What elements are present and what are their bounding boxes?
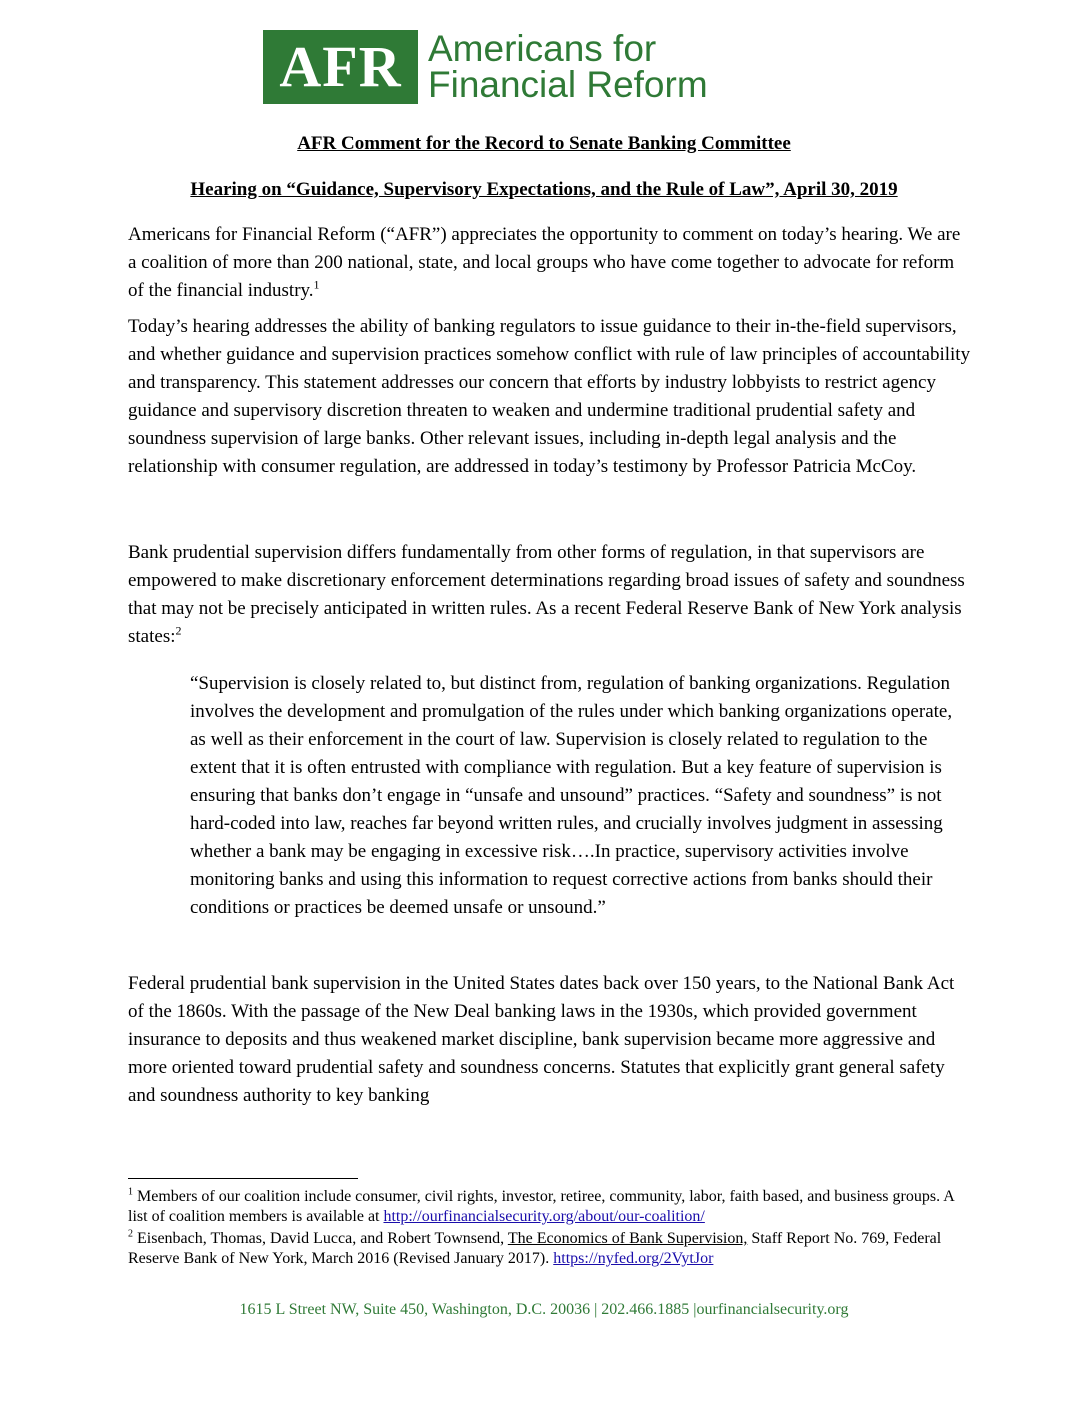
footnote-1-text: Members of our coalition include consumer, civil rights, investor, retiree, community, labor, faith based, and business groups. A list of coalition members is available at [128,1188,954,1225]
footnote-1-link[interactable]: http://ourfinancialsecurity.org/about/our-coalition/ [383,1208,705,1225]
footer-website[interactable]: ourfinancialsecurity.org [696,1301,849,1318]
footnote-2-authors: Eisenbach, Thomas, David Lucca, and Robert Townsend, [137,1230,505,1247]
footnote-1-mark: 1 [128,1186,133,1198]
footnote-2-mark: 2 [128,1228,133,1240]
footer-separator-2: | [693,1301,697,1318]
footnote-2-title: The Economics of Bank Supervision, [507,1230,748,1247]
paragraph-history: Federal prudential bank supervision in the United States dates back over 150 years, to the National Bank Act of the 1860s. With the passage of the New Deal banking laws in the 1930s, which provided government insurance to deposits and thus weakened market discipline, bank supervision became more aggressive and more oriented toward prudential safety and soundness concerns. Statutes that explicitly grant general safety and soundness authority to key banking [128,973,955,1106]
paragraph-intro [128,221,973,305]
footnote-ref-1[interactable]: 1 [313,277,320,292]
footnote-separator [128,1178,358,1179]
footer-address: 1615 L Street NW, Suite 450, Washington, D.C. 20036 [239,1301,591,1318]
footnote-2-rest: Staff Report No. 769, Federal Reserve Bank of New York, March 2016 (Revised January 2017). [128,1230,942,1267]
block-quote: “Supervision is closely related to, but distinct from, regulation of banking organizations. Regulation involves the development and promulgation of the rules under which banking organizations operate, as well as their enforcement in the court of law. Supervision is closely related to regulation to the extent that it is often entrusted with compliance with regulation. But a key feature of supervision is ensuring that banks don’t engage in “unsafe and unsound” practices. “Safety and soundness” is not hard-coded into law, reaches far beyond written rules, and crucially involves judgment in assessing whether a bank may be engaging in excessive risk….In practice, supervisory activities involve monitoring banks and using this information to request corrective actions from banks should their conditions or practices be deemed unsafe or unsound.” [190,673,953,918]
footnote-2-link[interactable]: https://nyfed.org/2VytJor [553,1250,714,1267]
document-subtitle: Hearing on “Guidance, Supervisory Expectations, and the Rule of Law”, April 30, 2019 [190,179,898,200]
paragraph-hearing: Today’s hearing addresses the ability of banking regulators to issue guidance to their in-the-field supervisors, and whether guidance and supervision practices somehow conflict with rule of law principles of accountability and transparency. This statement addresses our concern that efforts by industry lobbyists to restrict agency guidance and supervisory discretion threaten to weaken and undermine traditional prudential safety and soundness supervision of large banks. Other relevant issues, including in-depth legal analysis and the relationship with consumer regulation, are addressed in today’s testimony by Professor Patricia McCoy. [128,316,971,477]
afr-logo [263,30,708,104]
footer-phone: 202.466.1885 [601,1301,690,1318]
footer-separator-1: | [594,1301,598,1318]
logo-wordmark [428,28,708,105]
footnote-2 [128,1229,973,1269]
footnote-ref-2[interactable]: 2 [175,623,182,638]
page-footer [0,1296,1088,1324]
paragraph-intro-text: Americans for Financial Reform (“AFR”) appreciates the opportunity to comment on today’s hearing. We are a coalition of more than 200 national, state, and local groups who have come together to advocate for reform of the financial industry. [128,224,961,301]
paragraph-supervision-text: Bank prudential supervision differs fundamentally from other forms of regulation, in that supervisors are empowered to make discretionary enforcement determinations regarding broad issues of safety and soundness that may not be precisely anticipated in written rules. As a recent Federal Reserve Bank of New York analysis states: [128,542,965,647]
logo-line-2: Financial Reform [428,64,708,105]
document-title: AFR Comment for the Record to Senate Banking Committee [297,133,791,154]
logo-abbr: AFR [263,30,418,104]
logo-line-1: Americans for [428,28,657,69]
footnote-1 [128,1187,973,1227]
paragraph-supervision [128,539,973,651]
